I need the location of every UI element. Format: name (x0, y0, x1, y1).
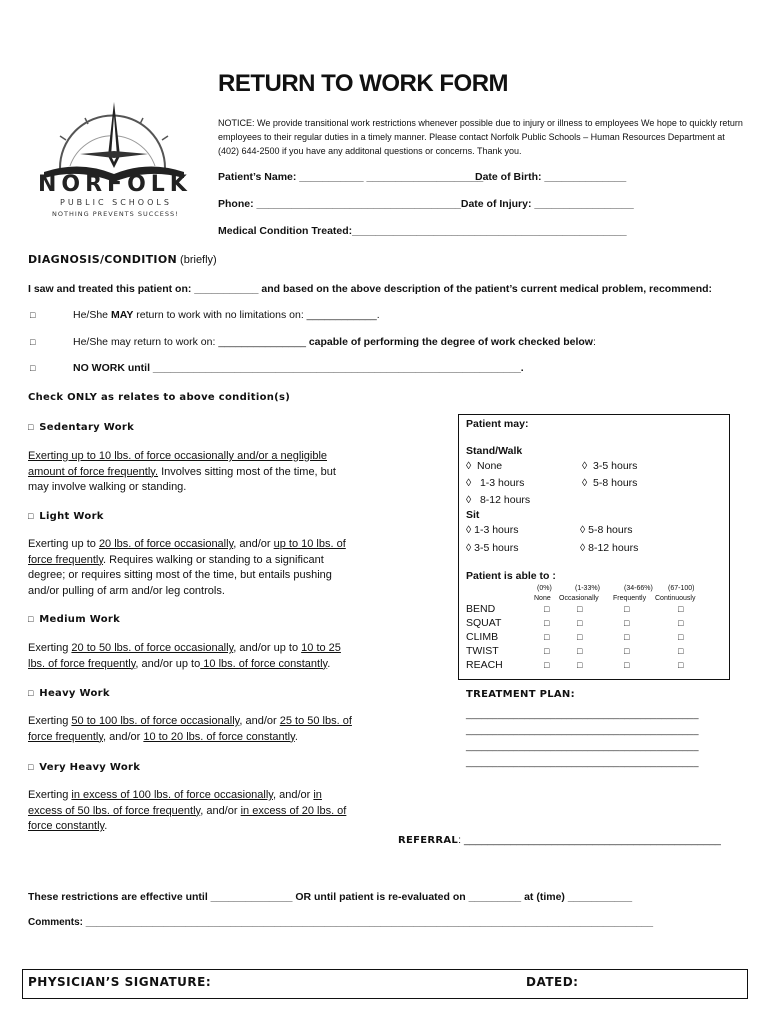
diamond-icon: ◊ (582, 460, 588, 472)
ability-checkbox[interactable]: □ (624, 632, 630, 642)
sw-1-3-option[interactable] (466, 476, 524, 490)
option3-text: NO WORK until _______________________________________________________________. (73, 362, 524, 374)
vh-p3: , and/or (200, 804, 241, 817)
medium-u3: 10 lbs. of force constantly (200, 657, 328, 670)
ability-checkbox[interactable]: □ (624, 604, 630, 614)
ability-action-label: CLIMB (466, 631, 499, 643)
medium-p1: Exerting (28, 642, 72, 654)
diamond-icon: ◊ (466, 494, 472, 506)
heavy-p4: . (294, 730, 298, 743)
option3-checkbox[interactable]: □ (30, 363, 36, 373)
very-heavy-checkbox-row[interactable] (28, 760, 140, 775)
option1-text (73, 308, 380, 322)
phone-field[interactable]: Phone: ___________________________________Date of Injury: _________________ (218, 198, 634, 210)
ability-checkbox[interactable]: □ (624, 618, 630, 628)
col-pct-1: (1-33%) (575, 585, 600, 592)
ability-action-label: REACH (466, 659, 503, 671)
sit-8-12-label: 8-12 hours (588, 542, 639, 554)
sw-5-8-option[interactable] (582, 476, 637, 490)
vh-p2: , and/or (273, 789, 314, 801)
heavy-p1: Exerting (28, 715, 72, 727)
sw-8-12-option[interactable] (466, 493, 530, 507)
medium-u2: 10 to 25 lbs. of force frequently (28, 642, 341, 670)
treatment-line[interactable]: ____________________________________________ (466, 709, 699, 720)
physician-signature-field[interactable]: PHYSICIAN’S SIGNATURE: (28, 975, 212, 989)
diamond-icon: ◊ (466, 477, 472, 489)
medium-p3: , and/or up to (135, 657, 201, 670)
sedentary-rest: Involves sitting most of the time, but may involve walking or standing. (28, 465, 336, 493)
sw-none-option[interactable] (466, 459, 502, 473)
very-heavy-label: Very Heavy Work (39, 762, 141, 773)
heavy-u3: 10 to 20 lbs. of force constantly (143, 730, 295, 743)
medium-label: Medium Work (39, 614, 121, 625)
col-0: None (534, 595, 551, 602)
col-pct-3: (67-100) (668, 585, 695, 592)
very-heavy-desc (28, 788, 348, 835)
ability-checkbox[interactable]: □ (678, 618, 684, 628)
ability-checkbox[interactable]: □ (678, 646, 684, 656)
patient-may-label: Patient may: (466, 418, 529, 430)
diamond-icon: ◊ (466, 524, 472, 536)
vh-p4: . (104, 820, 108, 832)
dated-field[interactable]: DATED: (526, 975, 579, 989)
very-heavy-checkbox[interactable]: □ (28, 762, 34, 772)
diamond-icon: ◊ (580, 542, 586, 554)
dob-field[interactable]: Date of Birth: ______________ (475, 171, 627, 183)
light-label: Light Work (39, 511, 104, 522)
opt2-pre: He/She may return to work on: _______________ (73, 336, 309, 348)
diamond-icon: ◊ (580, 524, 586, 536)
ability-checkbox[interactable]: □ (577, 618, 583, 628)
heavy-p2: , and/or (239, 715, 280, 727)
treatment-label: TREATMENT PLAN: (466, 689, 575, 700)
option2-text (73, 335, 596, 349)
sw-8-12-label: 8-12 hours (479, 494, 531, 506)
school-logo (30, 96, 200, 226)
light-desc (28, 537, 358, 599)
heavy-p3: , and/or (103, 730, 144, 743)
ability-checkbox[interactable]: □ (624, 660, 630, 670)
light-checkbox[interactable]: □ (28, 511, 34, 521)
opt1-pre: He/She (73, 309, 111, 321)
able-to-label: Patient is able to : (466, 570, 556, 582)
light-p1: Exerting up to (28, 538, 99, 550)
sit-8-12-option[interactable] (580, 541, 638, 555)
sit-label: Sit (466, 509, 480, 521)
medium-p4: . (327, 657, 331, 670)
light-u1: 20 lbs. of force occasionally (98, 538, 234, 550)
col-pct-2: (34-66%) (624, 585, 653, 592)
sw-none-label: None (477, 460, 503, 472)
logo-sub: PUBLIC SCHOOLS (60, 198, 172, 207)
diamond-icon: ◊ (466, 460, 472, 472)
ability-row (466, 644, 716, 658)
restrictions-line[interactable]: These restrictions are effective until ______________ OR until patient is re-evaluated on _________ at (time) ___________ (28, 891, 633, 903)
opt2-post: : (592, 336, 596, 348)
ability-checkbox[interactable]: □ (624, 646, 630, 656)
medium-checkbox-row[interactable] (28, 612, 120, 627)
sedentary-checkbox[interactable]: □ (28, 422, 34, 432)
vh-u1: in excess of 100 lbs. of force occasionally (71, 789, 273, 801)
saw-treated-line[interactable]: I saw and treated this patient on: ___________ and based on the above description of the patient’s current medical problem, recommend: (28, 283, 713, 295)
opt1-post: return to work with no limitations on: ____________. (133, 309, 380, 321)
ability-checkbox[interactable]: □ (577, 632, 583, 642)
sit-5-8-label: 5-8 hours (588, 524, 633, 536)
logo-tagline: NOTHING PREVENTS SUCCESS! (52, 210, 179, 218)
ability-checkbox[interactable]: □ (577, 646, 583, 656)
diagnosis-heading (28, 253, 217, 267)
diamond-icon: ◊ (582, 477, 588, 489)
sit-3-5-label: 3-5 hours (474, 542, 519, 554)
light-u2: up to 10 lbs. of force frequently (28, 538, 346, 566)
check-only-heading: Check ONLY as relates to above condition(s) (28, 392, 291, 403)
form-title: RETURN TO WORK FORM (218, 70, 509, 97)
light-p2: , and/or (233, 538, 274, 550)
logo-name: NORFOLK (38, 172, 192, 197)
ability-checkbox[interactable]: □ (678, 604, 684, 614)
opt1-may: MAY (110, 309, 134, 321)
ability-checkbox[interactable]: □ (678, 632, 684, 642)
sw-3-5-label: 3-5 hours (593, 460, 638, 472)
stand-walk-label: Stand/Walk (466, 445, 523, 457)
ability-action-label: TWIST (466, 645, 499, 657)
vh-p1: Exerting (28, 789, 72, 801)
vh-u3: in excess of 20 lbs. of force constantly (28, 804, 347, 832)
treatment-line[interactable]: ____________________________________________ (466, 741, 699, 752)
ability-row (466, 602, 716, 616)
ability-checkbox[interactable]: □ (544, 632, 550, 642)
sit-1-3-option[interactable] (466, 523, 518, 537)
comments-field[interactable]: Comments: ______________________________________________________________________________________________________ (28, 917, 654, 928)
medium-p2: , and/or up to (233, 642, 302, 654)
referral-line: : ____________________________________________ (458, 834, 721, 846)
ability-checkbox[interactable]: □ (577, 604, 583, 614)
heavy-checkbox[interactable]: □ (28, 688, 34, 698)
option1-checkbox[interactable]: □ (30, 310, 36, 320)
ability-checkbox[interactable]: □ (544, 646, 550, 656)
heavy-u1: 50 to 100 lbs. of force occasionally (71, 715, 240, 727)
sedentary-u1: Exerting up to 10 lbs. of force occasionally and/or a negligible amount of force frequently. (28, 450, 328, 478)
condition-treated-field[interactable]: Medical Condition Treated:_______________________________________________ (218, 225, 627, 237)
medium-u1: 20 to 50 lbs. of force occasionally (71, 642, 234, 654)
sedentary-checkbox-row[interactable] (28, 420, 134, 435)
col-pct-0: (0%) (537, 585, 552, 592)
sit-3-5-option[interactable] (466, 541, 518, 555)
heavy-checkbox-row[interactable] (28, 686, 110, 701)
ability-action-label: BEND (466, 603, 496, 615)
medium-desc (28, 641, 358, 672)
light-checkbox-row[interactable] (28, 509, 104, 524)
ability-row (466, 658, 716, 672)
ability-action-label: SQUAT (466, 617, 502, 629)
ability-checkbox[interactable]: □ (577, 660, 583, 670)
col-3: Continuously (655, 595, 696, 602)
ability-checkbox[interactable]: □ (544, 660, 550, 670)
patient-name-field[interactable]: Patient’s Name: ___________ ____________________ (218, 171, 484, 183)
col-2: Frequently (613, 595, 647, 602)
sit-5-8-option[interactable] (580, 523, 632, 537)
heavy-label: Heavy Work (39, 688, 110, 699)
diagnosis-label: DIAGNOSIS/CONDITION (28, 253, 177, 266)
ability-checkbox[interactable]: □ (544, 618, 550, 628)
sedentary-label: Sedentary Work (39, 422, 135, 433)
opt2-bold: capable of performing the degree of work checked below (308, 336, 593, 348)
sw-3-5-option[interactable] (582, 459, 637, 473)
notice-text: NOTICE: We provide transitional work restrictions whenever possible due to injury or illness to employees We hope to quickly return employees to their regular duties in a timely manner. Please contact Norfolk Public Schools – Human Resources Department at (402) 644-2500 if you have any additonal questions or concerns. Thank you. (218, 118, 743, 156)
ability-row (466, 630, 716, 644)
medium-checkbox[interactable]: □ (28, 614, 34, 624)
col-1: Occasionally (559, 595, 599, 602)
ability-checkbox[interactable]: □ (544, 604, 550, 614)
treatment-line[interactable]: ____________________________________________ (466, 725, 699, 736)
referral-label: REFERRAL (398, 835, 459, 846)
vh-u2: in excess of 50 lbs. of force frequently (28, 789, 322, 817)
heavy-desc (28, 714, 358, 745)
diagnosis-suffix: (briefly) (177, 254, 217, 266)
referral-field[interactable] (398, 833, 721, 848)
heavy-u2: 25 to 50 lbs. of force frequently (28, 715, 352, 743)
treatment-line[interactable]: ____________________________________________ (466, 757, 699, 768)
sedentary-desc (28, 449, 358, 496)
sit-1-3-label: 1-3 hours (474, 524, 519, 536)
ability-row (466, 616, 716, 630)
light-p3: . Requires walking or standing to a significant degree; or requires sitting most of the time, but entails pushing and/or pulling of arm and/or leg controls. (28, 553, 332, 597)
option2-checkbox[interactable]: □ (30, 337, 36, 347)
ability-checkbox[interactable]: □ (678, 660, 684, 670)
diamond-icon: ◊ (466, 542, 472, 554)
sw-5-8-label: 5-8 hours (593, 477, 638, 489)
sw-1-3-label: 1-3 hours (479, 477, 525, 489)
